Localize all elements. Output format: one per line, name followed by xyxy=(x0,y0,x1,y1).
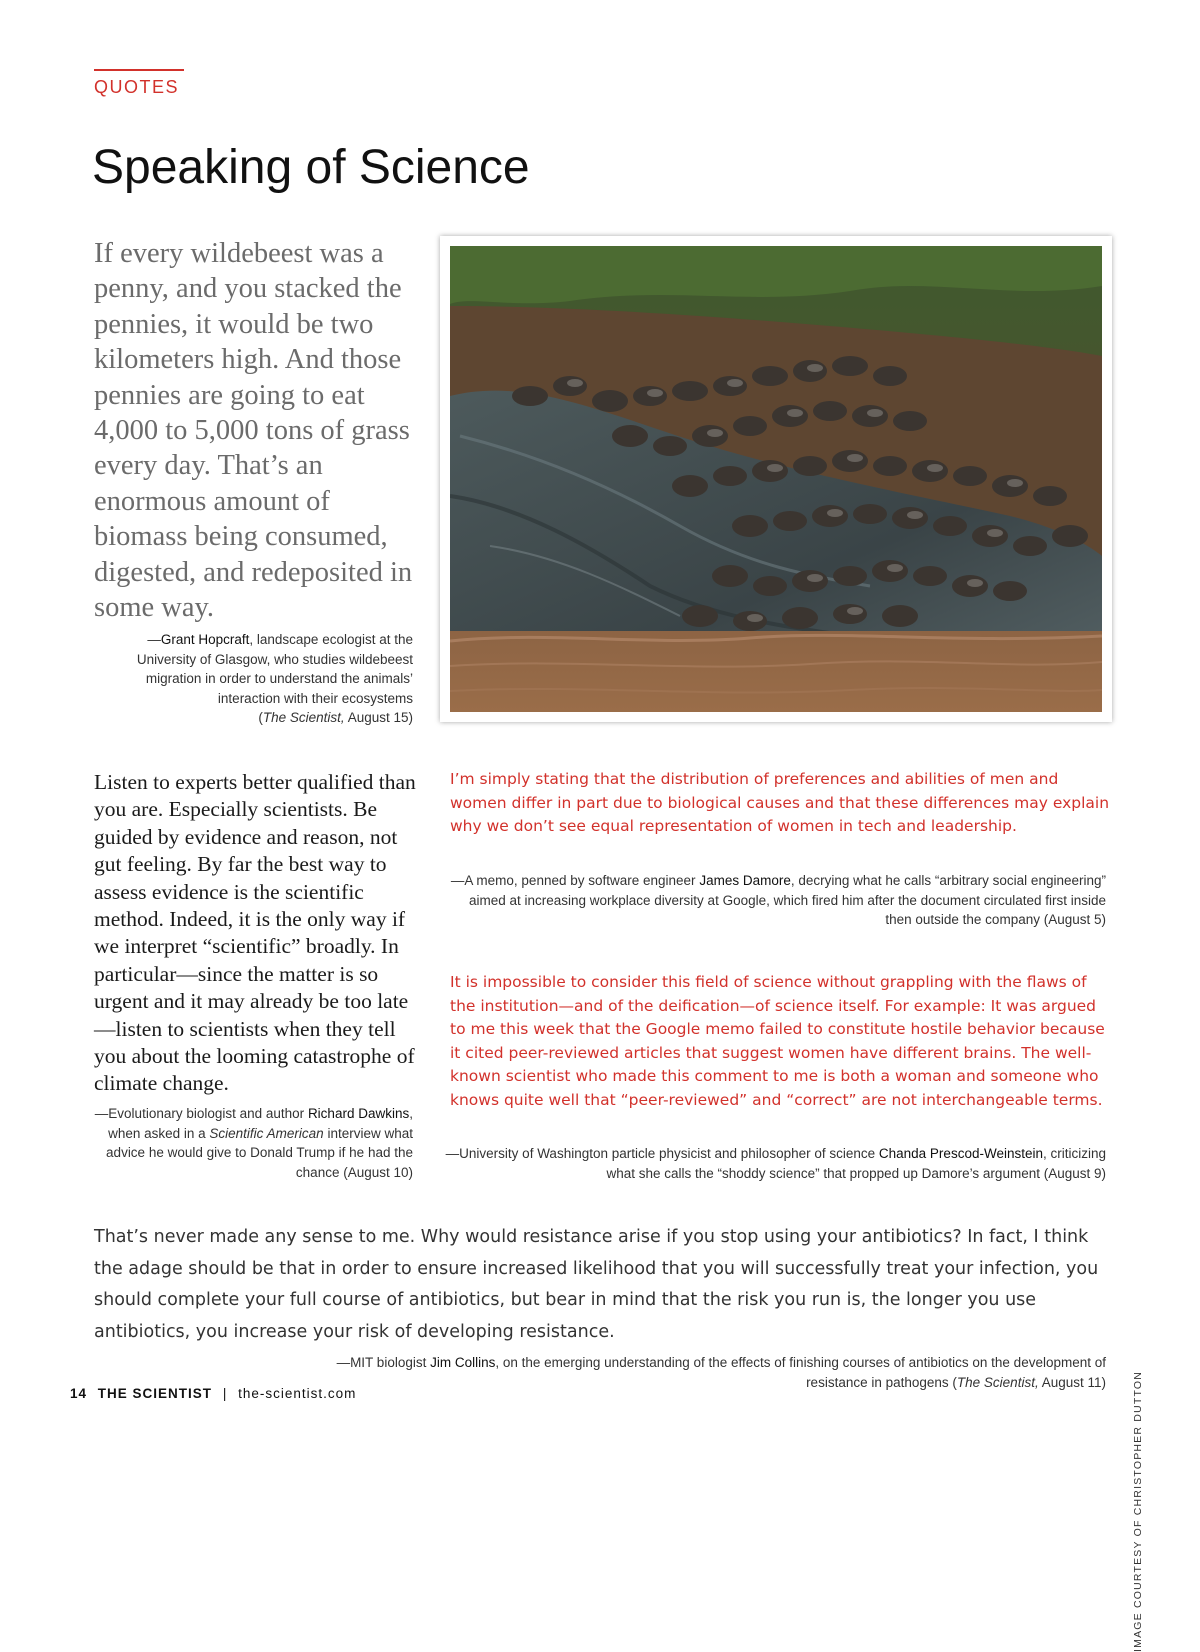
quote-dawkins: Listen to experts better qualified than you are. Especially scientists. Be guided by evidence and reason, not gut feeling. By far the best way to assess evidence is the scientific method. Indeed, it is the only way if we interpret “scientific” broadly. In particular—since the matter is so urgent and it may already be too late—listen to scientists when they tell you about the looming catastrophe of climate change. xyxy=(94,770,416,1096)
page-footer xyxy=(70,1386,356,1401)
attribution-collins: —MIT biologist Jim Collins, on the emerging understanding of the effects of finishing courses of antibiotics on the development of resistance in pathogens (The Scientist, August 11) xyxy=(336,1355,1106,1390)
section-label: QUOTES xyxy=(94,77,180,97)
page-title: Speaking of Science xyxy=(92,141,530,194)
publication-name: Scientific American xyxy=(209,1125,324,1141)
attribution-dawkins: —Evolutionary biologist and author Richard Dawkins, when asked in a Scientific American interview what advice he would give to Donald Trump if he had the chance (August 10) xyxy=(94,1106,413,1180)
page-number: 14 xyxy=(70,1386,88,1401)
footer-separator: | xyxy=(222,1386,228,1401)
website-link[interactable]: the-scientist.com xyxy=(238,1386,357,1401)
attribution-hopcraft: —Grant Hopcraft, landscape ecologist at the University of Glasgow, who studies wildebeest migration in order to understand the animals’ interaction with their ecosystems (The Scientist, August 15) xyxy=(136,632,413,726)
publication-name: The Scientist, xyxy=(262,710,345,726)
wildebeest-photo-image xyxy=(450,246,1102,712)
publication-name: The Scientist, xyxy=(956,1374,1039,1390)
wildebeest-photo xyxy=(440,236,1112,722)
quote-damore: I’m simply stating that the distribution of preferences and abilities of men and women differ in part due to biological causes and that these differences may explain why we don’t see equal representation of women in tech and leadership. xyxy=(450,770,1110,835)
magazine-name: THE SCIENTIST xyxy=(97,1386,213,1401)
attribution-name: James Damore xyxy=(699,873,791,888)
attribution-damore: —A memo, penned by software engineer James Damore, decrying what he calls “arbitrary social engineering” aimed at increasing workplace diversity at Google, which fired him after the document circulated first inside then outside the company (August 5) xyxy=(450,873,1106,928)
attribution-name: Chanda Prescod-Weinstein xyxy=(878,1146,1043,1161)
image-credit-text: IMAGE COURTESY OF CHRISTOPHER DUTTON xyxy=(1132,1370,1144,1652)
attribution-name: Jim Collins xyxy=(430,1355,496,1370)
quote-collins: That’s never made any sense to me. Why would resistance arise if you stop using your antibiotics? In fact, I think the adage should be that in order to ensure increased likelihood that you will successfully treat your infection, you should complete your full course of antibiotics, but bear in mind that the risk you run is, the longer you use antibiotics, you increase your risk of developing resistance. xyxy=(94,1227,1099,1342)
quote-prescod-weinstein: It is impossible to consider this field of science without grappling with the flaws of the institution—and of the deification—of science itself. For example: It was argued to me this week that the Google memo failed to constitute hostile behavior because it cited peer-reviewed articles that suggest women have different brains. The well-known scientist who made this comment to me is both a woman and someone who knows quite well that “peer-reviewed” and “correct” are not interchangeable terms. xyxy=(450,973,1105,1109)
attribution-name: Grant Hopcraft xyxy=(160,632,250,647)
quote-hopcraft: If every wildebeest was a penny, and you stacked the pennies, it would be two kilometers high. And those pennies are going to eat 4,000 to 5,000 tons of grass every day. That’s an enormous amount of biomass being consumed, digested, and redeposited in some way. xyxy=(94,238,413,624)
attribution-name: Richard Dawkins xyxy=(307,1106,410,1121)
attribution-prescod-weinstein: —University of Washington particle physicist and philosopher of science Chanda Prescod-Weinstein, criticizing what she calls the “shoddy science” that propped up Damore’s argument (August 9) xyxy=(445,1146,1106,1181)
section-rule xyxy=(94,69,184,71)
